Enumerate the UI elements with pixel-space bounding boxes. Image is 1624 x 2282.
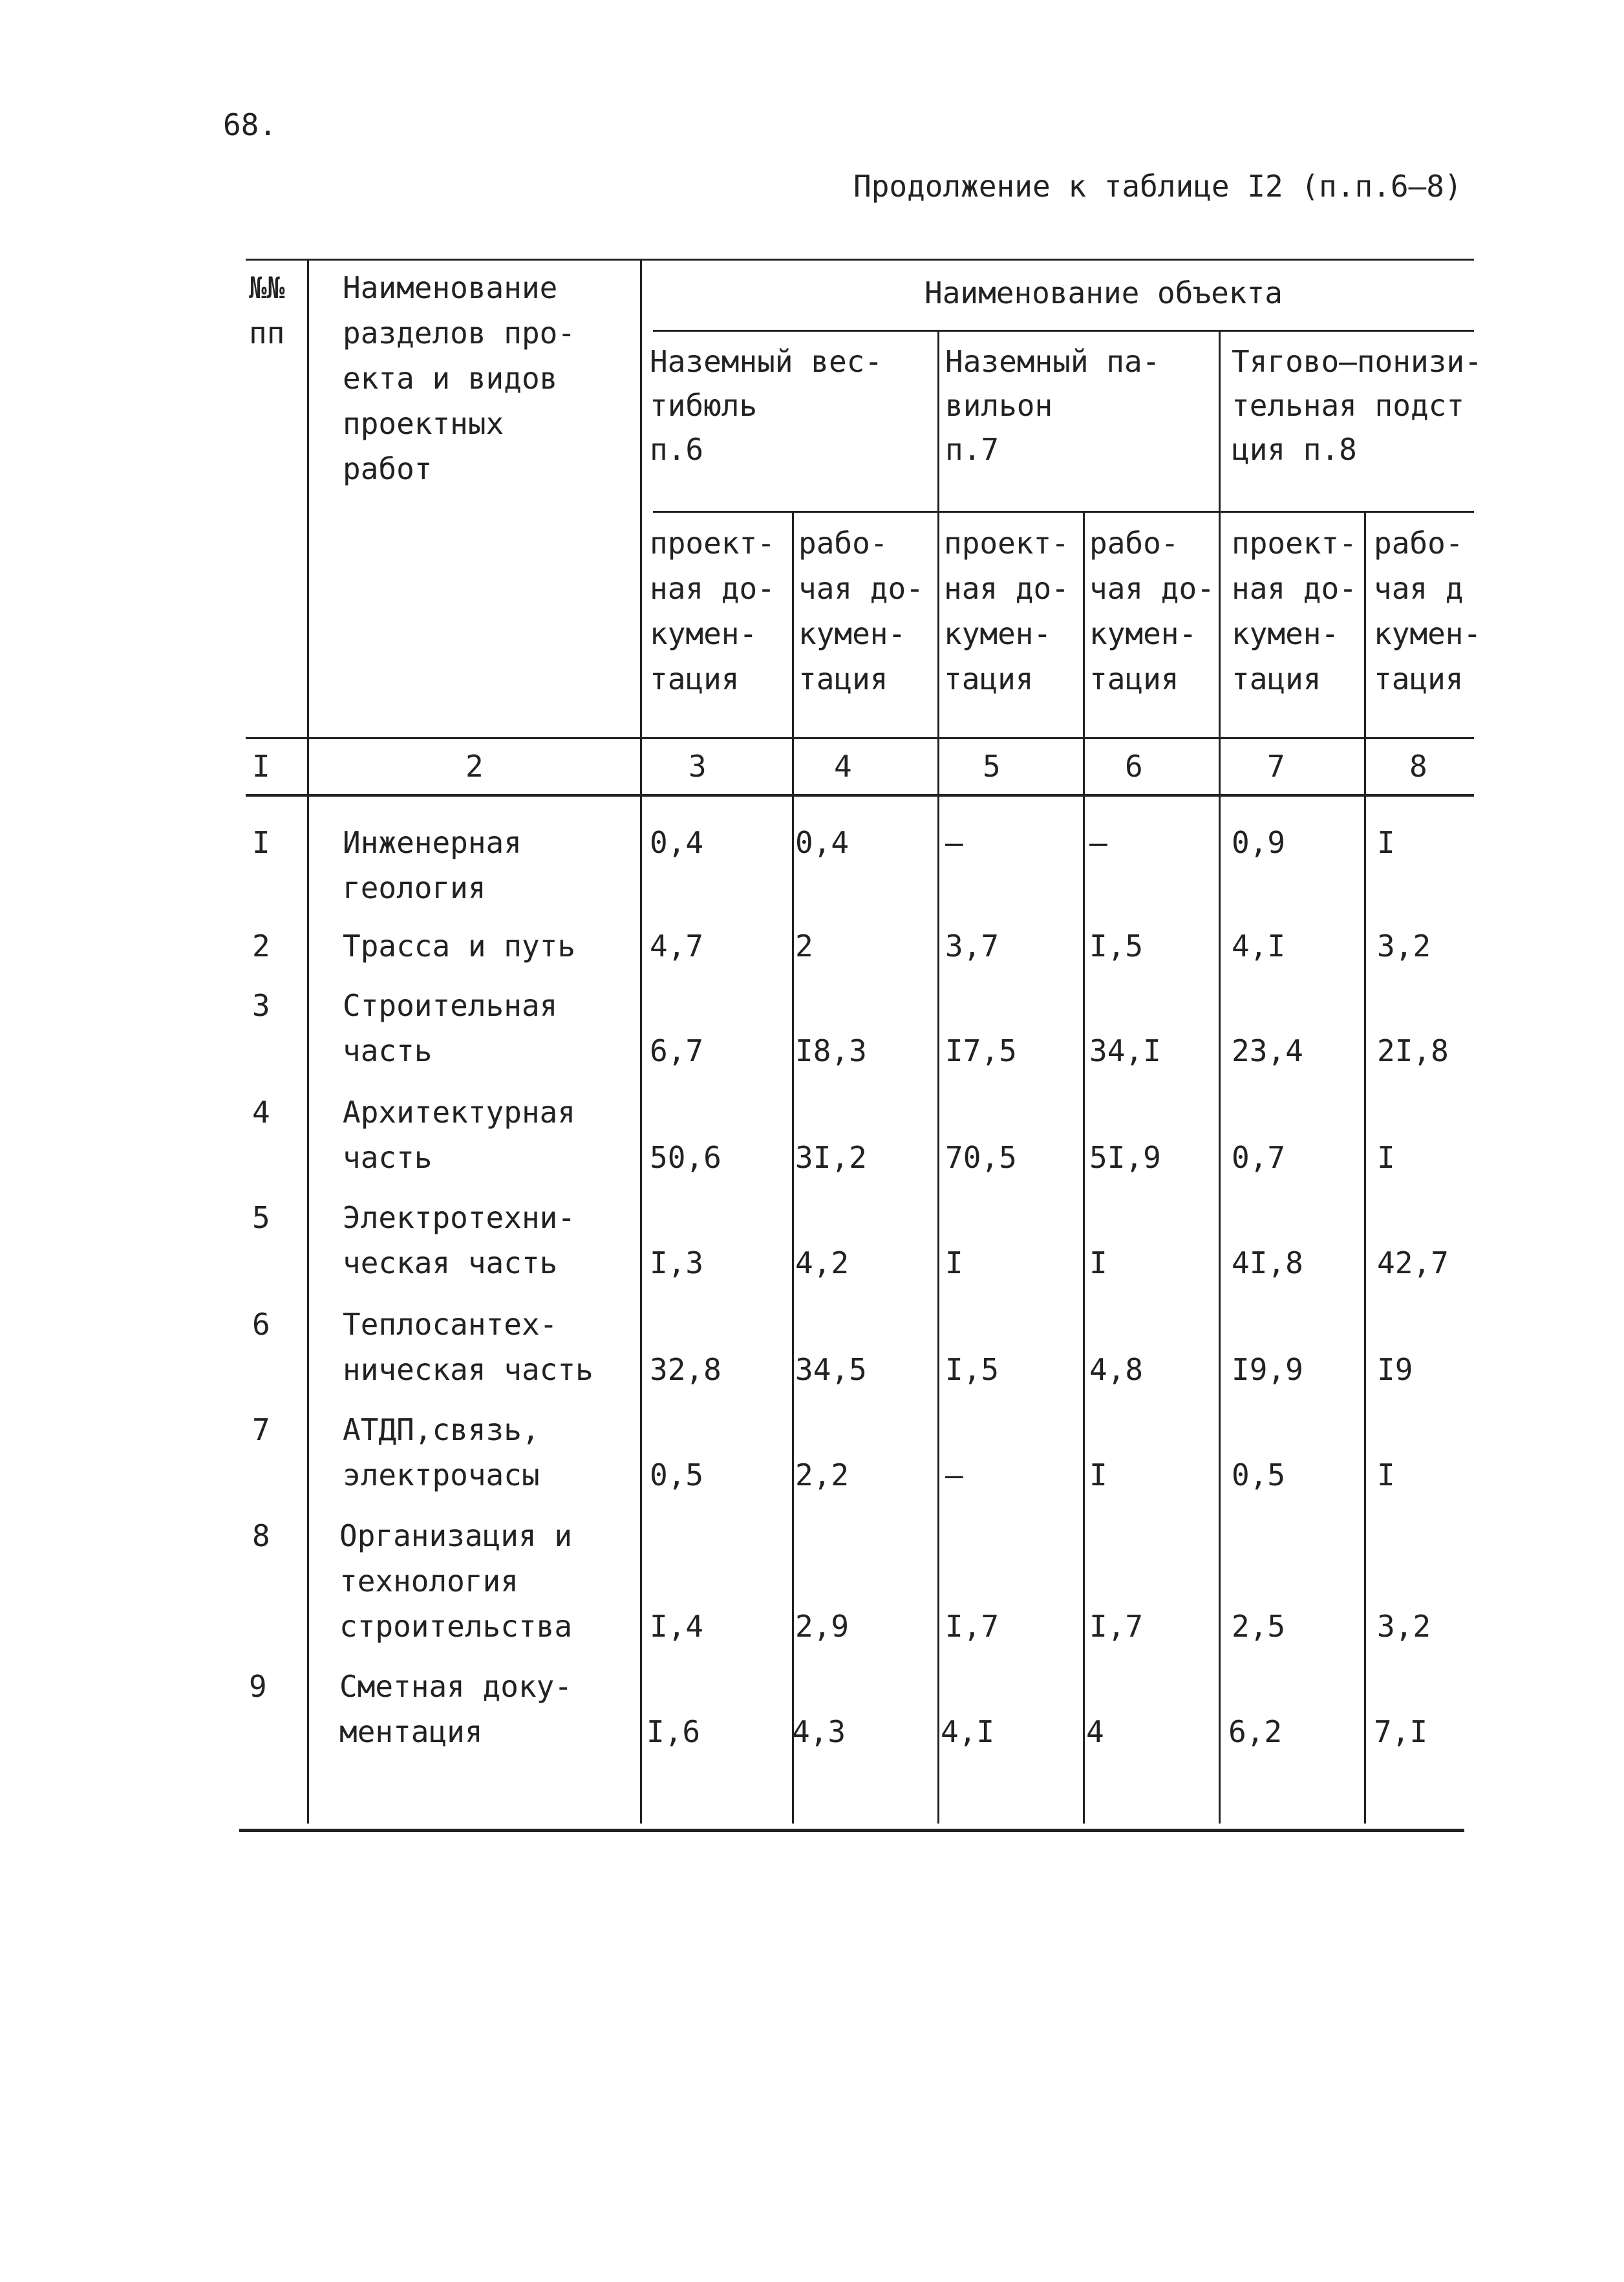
cell-value: 2,2 bbox=[795, 1458, 849, 1492]
cell-value: I,4 bbox=[650, 1609, 704, 1644]
cell-value: 5I,9 bbox=[1089, 1140, 1161, 1175]
row-number: I bbox=[252, 825, 270, 860]
cell-value: 4,2 bbox=[795, 1245, 849, 1280]
subheader-rule bbox=[653, 511, 1474, 513]
row-name: Теплосантех- ническая часть bbox=[343, 1307, 593, 1387]
row-number: 3 bbox=[252, 988, 270, 1023]
row-name: Сметная доку- ментация bbox=[339, 1669, 573, 1749]
cell-value: 34,I bbox=[1089, 1033, 1161, 1068]
cell-value: I8,3 bbox=[795, 1033, 867, 1068]
colnum-7: 7 bbox=[1267, 749, 1285, 784]
colnum-1: I bbox=[252, 749, 270, 784]
header-sub-3: проект- ная до- кумен- тация bbox=[650, 526, 775, 696]
cell-value: I bbox=[1377, 1140, 1395, 1175]
colnum-8: 8 bbox=[1409, 749, 1427, 784]
vline-2 bbox=[640, 259, 642, 1824]
cell-value: 4I,8 bbox=[1232, 1245, 1303, 1280]
row-number: 2 bbox=[252, 929, 270, 963]
row-number: 5 bbox=[252, 1200, 270, 1235]
row-name: Электротехни- ческая часть bbox=[343, 1200, 576, 1280]
cell-value: 0,9 bbox=[1232, 825, 1286, 860]
cell-value: 3,2 bbox=[1377, 1609, 1431, 1644]
header-group-p8: Тягово–понизи- тельная подст ция п.8 bbox=[1232, 344, 1482, 467]
cell-value: I,7 bbox=[1089, 1609, 1144, 1644]
header-bottom-rule bbox=[246, 737, 1474, 739]
vline-1 bbox=[307, 259, 309, 1824]
cell-value: – bbox=[945, 825, 963, 860]
row-number: 7 bbox=[252, 1412, 270, 1447]
object-rule bbox=[653, 330, 1474, 332]
table-caption: Продолжение к таблице I2 (п.п.6–8) bbox=[853, 169, 1462, 204]
cell-value: 0,5 bbox=[650, 1458, 704, 1492]
cell-value: 2,9 bbox=[795, 1609, 849, 1644]
colnum-5: 5 bbox=[983, 749, 1001, 784]
colnum-3: 3 bbox=[689, 749, 707, 784]
cell-value: I bbox=[1089, 1458, 1107, 1492]
cell-value: I9,9 bbox=[1232, 1352, 1303, 1387]
header-sub-8: рабо- чая д кумен- тация bbox=[1374, 526, 1482, 696]
cell-value: 0,4 bbox=[795, 825, 849, 860]
cell-value: 23,4 bbox=[1232, 1033, 1303, 1068]
cell-value: – bbox=[1089, 825, 1107, 860]
header-group-p7: Наземный па- вильон п.7 bbox=[945, 344, 1160, 467]
cell-value: 32,8 bbox=[650, 1352, 721, 1387]
header-no: №№ пп bbox=[249, 270, 285, 350]
header-group-p6: Наземный вес- тибюль п.6 bbox=[650, 344, 883, 467]
cell-value: 2,5 bbox=[1232, 1609, 1286, 1644]
cell-value: 6,7 bbox=[650, 1033, 704, 1068]
cell-value: I,5 bbox=[945, 1352, 999, 1387]
row-name: Строительная часть bbox=[343, 988, 558, 1068]
row-number: 8 bbox=[252, 1518, 270, 1553]
cell-value: I9 bbox=[1377, 1352, 1413, 1387]
cell-value: 0,4 bbox=[650, 825, 704, 860]
row-name: Трасса и путь bbox=[343, 929, 576, 963]
vline-6 bbox=[1219, 330, 1221, 1824]
cell-value: 6,2 bbox=[1228, 1714, 1283, 1749]
header-sub-7: проект- ная до- кумен- тация bbox=[1232, 526, 1357, 696]
vline-4 bbox=[937, 330, 939, 1824]
cell-value: 34,5 bbox=[795, 1352, 867, 1387]
page-number: 68. bbox=[223, 107, 277, 142]
vline-7 bbox=[1364, 511, 1366, 1824]
cell-value: 4,I bbox=[941, 1714, 995, 1749]
cell-value: I7,5 bbox=[945, 1033, 1017, 1068]
cell-value: 7,I bbox=[1374, 1714, 1428, 1749]
row-name: Инженерная геология bbox=[343, 825, 522, 905]
cell-value: 3I,2 bbox=[795, 1140, 867, 1175]
cell-value: 70,5 bbox=[945, 1140, 1017, 1175]
colnum-bottom-rule bbox=[246, 794, 1474, 797]
top-rule bbox=[246, 259, 1474, 261]
cell-value: 4,7 bbox=[650, 929, 704, 963]
cell-value: 4,I bbox=[1232, 929, 1286, 963]
row-number: 9 bbox=[249, 1669, 267, 1704]
bottom-rule bbox=[239, 1829, 1464, 1832]
row-name: АТДП,связь, электрочасы bbox=[343, 1412, 540, 1492]
header-sub-4: рабо- чая до- кумен- тация bbox=[798, 526, 924, 696]
cell-value: 50,6 bbox=[650, 1140, 721, 1175]
header-sub-6: рабо- чая до- кумен- тация bbox=[1089, 526, 1215, 696]
cell-value: 2 bbox=[795, 929, 813, 963]
cell-value: I,3 bbox=[650, 1245, 704, 1280]
cell-value: 2I,8 bbox=[1377, 1033, 1449, 1068]
row-number: 6 bbox=[252, 1307, 270, 1342]
cell-value: I,7 bbox=[945, 1609, 999, 1644]
cell-value: 3,7 bbox=[945, 929, 999, 963]
cell-value: 0,7 bbox=[1232, 1140, 1286, 1175]
header-object: Наименование объекта bbox=[924, 275, 1283, 310]
cell-value: 3,2 bbox=[1377, 929, 1431, 963]
colnum-6: 6 bbox=[1125, 749, 1143, 784]
cell-value: 4,8 bbox=[1089, 1352, 1144, 1387]
colnum-2: 2 bbox=[465, 749, 484, 784]
cell-value: I,6 bbox=[646, 1714, 701, 1749]
cell-value: – bbox=[945, 1458, 963, 1492]
row-number: 4 bbox=[252, 1095, 270, 1130]
cell-value: 0,5 bbox=[1232, 1458, 1286, 1492]
cell-value: 4,3 bbox=[792, 1714, 846, 1749]
cell-value: I bbox=[1089, 1245, 1107, 1280]
vline-5 bbox=[1083, 511, 1085, 1824]
colnum-4: 4 bbox=[834, 749, 852, 784]
header-sub-5: проект- ная до- кумен- тация bbox=[944, 526, 1069, 696]
cell-value: 42,7 bbox=[1377, 1245, 1449, 1280]
vline-3 bbox=[792, 511, 794, 1824]
cell-value: I,5 bbox=[1089, 929, 1144, 963]
cell-value: I bbox=[1377, 1458, 1395, 1492]
header-section: Наименование разделов про- екта и видов проектных работ bbox=[343, 270, 576, 486]
cell-value: 4 bbox=[1086, 1714, 1104, 1749]
cell-value: I bbox=[945, 1245, 963, 1280]
row-name: Организация и технология строительства bbox=[339, 1518, 573, 1644]
cell-value: I bbox=[1377, 825, 1395, 860]
row-name: Архитектурная часть bbox=[343, 1095, 576, 1175]
